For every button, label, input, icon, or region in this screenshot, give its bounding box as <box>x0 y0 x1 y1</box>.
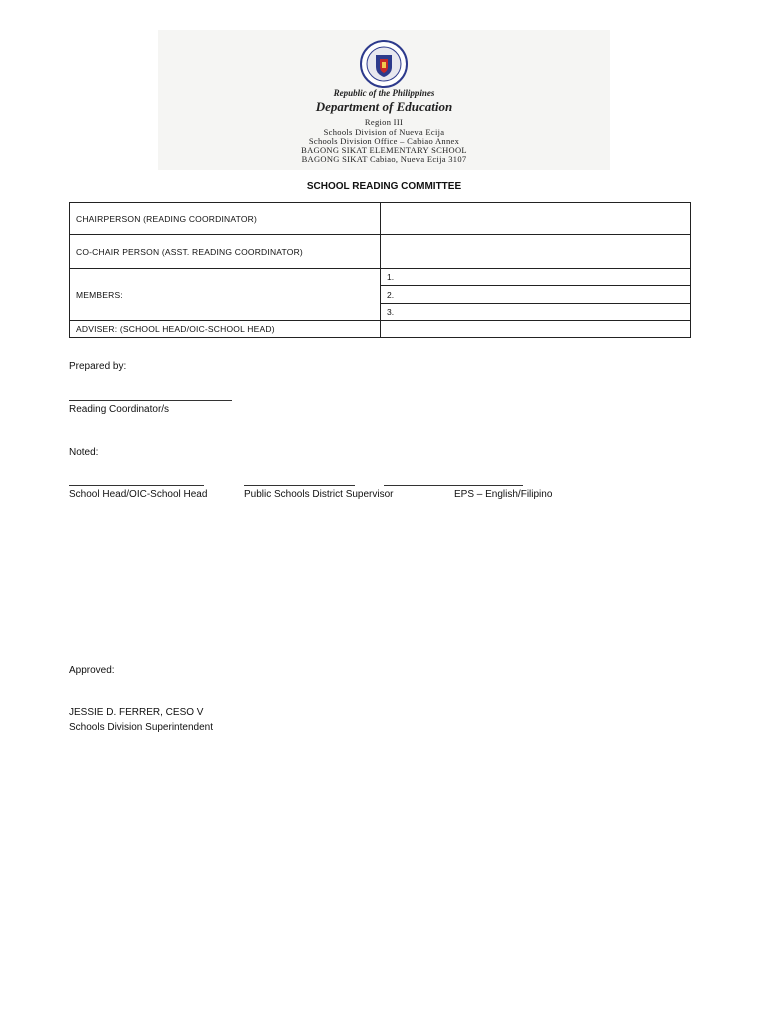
chairperson-label: CHAIRPERSON (READING COORDINATOR) <box>70 203 381 235</box>
cochair-name-cell[interactable] <box>381 235 691 269</box>
region-line: Region III <box>364 117 404 127</box>
school-name-line: BAGONG SIKAT ELEMENTARY SCHOOL <box>301 145 467 155</box>
member-slot-2[interactable]: 2. <box>381 286 691 304</box>
adviser-label: ADVISER: (SCHOOL HEAD/OIC-SCHOOL HEAD) <box>70 321 381 338</box>
prepared-signature-line <box>69 400 232 401</box>
committee-table <box>69 202 691 338</box>
noted-label: Noted: <box>69 447 99 458</box>
reading-coordinator-role: Reading Coordinator/s <box>69 404 170 415</box>
members-label: MEMBERS: <box>70 269 381 321</box>
district-supervisor-signature-line <box>244 485 355 486</box>
cochair-label: CO-CHAIR PERSON (ASST. READING COORDINATOR) <box>70 235 381 269</box>
school-head-role: School Head/OIC-School Head <box>69 489 208 500</box>
eps-role: EPS – English/Filipino <box>454 489 553 500</box>
member-slot-1[interactable]: 1. <box>381 269 691 286</box>
school-address-line: BAGONG SIKAT Cabiao, Nueva Ecija 3107 <box>301 154 467 164</box>
table-row <box>70 269 691 286</box>
adviser-name-cell[interactable] <box>381 321 691 338</box>
republic-heading: Republic of the Philippines <box>333 88 435 98</box>
superintendent-name: JESSIE D. FERRER, CESO V <box>69 707 204 718</box>
table-row <box>70 203 691 235</box>
table-row <box>70 321 691 338</box>
chairperson-name-cell[interactable] <box>381 203 691 235</box>
eps-signature-line <box>384 485 523 486</box>
division-line: Schools Division of Nueva Ecija <box>323 127 445 137</box>
member-slot-3[interactable]: 3. <box>381 304 691 321</box>
table-row <box>70 235 691 269</box>
document-title: SCHOOL READING COMMITTEE <box>306 181 462 192</box>
division-office-line: Schools Division Office – Cabiao Annex <box>308 136 460 146</box>
department-heading: Department of Education <box>315 99 453 114</box>
district-supervisor-role: Public Schools District Supervisor <box>244 489 394 500</box>
prepared-label: Prepared by: <box>69 361 127 372</box>
approved-label: Approved: <box>69 665 115 676</box>
school-head-signature-line <box>69 485 204 486</box>
superintendent-title: Schools Division Superintendent <box>69 722 213 733</box>
deped-seal-icon <box>360 40 408 88</box>
